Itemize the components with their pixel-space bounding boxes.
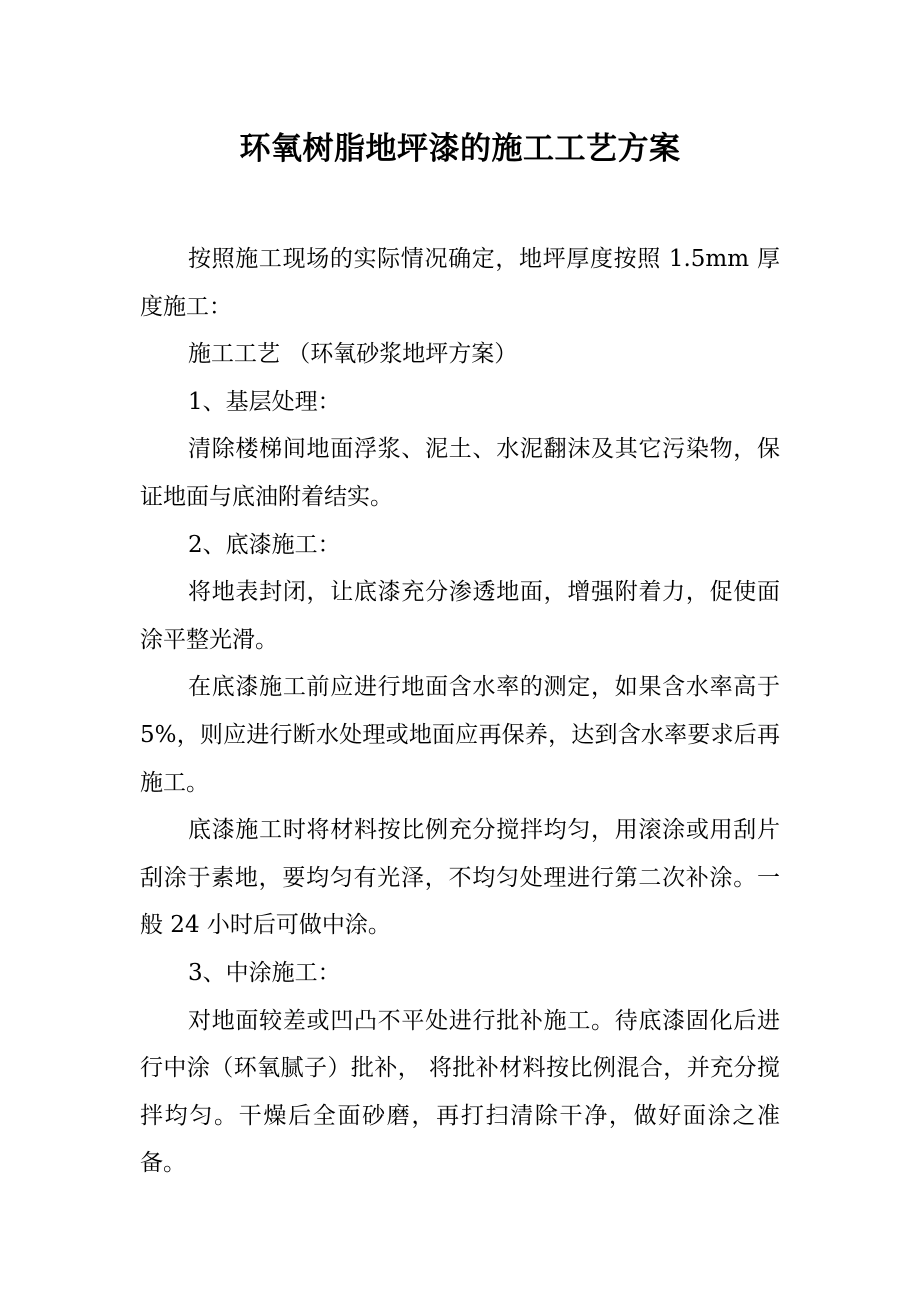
- paragraph-primer-purpose: 将地表封闭，让底漆充分渗透地面，增强附着力，促使面涂平整光滑。: [140, 579, 780, 653]
- paragraph-moisture-test: 在底漆施工前应进行地面含水率的测定，如果含水率高于 5%，则应进行断水处理或地面应再保养，达到含水率要求后再施工。: [140, 674, 780, 796]
- paragraph-process-heading: 施工工艺 （环氧砂浆地坪方案）: [188, 341, 518, 368]
- document-title: 环氧树脂地坪漆的施工工艺方案: [239, 131, 681, 167]
- paragraph-thickness: 按照施工现场的实际情况确定，地坪厚度按照 1.5mm 厚度施工：: [140, 246, 780, 320]
- paragraph-primer-application: 底漆施工时将材料按比例充分搅拌均匀，用滚涂或用刮片刮涂于素地，要均匀有光泽，不均匀处理进行第二次补涂。一般 24 小时后可做中涂。: [140, 817, 780, 939]
- paragraph-intermediate-coat: 对地面较差或凹凸不平处进行批补施工。待底漆固化后进行中涂（环氧腻子）批补， 将批补材料按比例混合，并充分搅拌均匀。干燥后全面砂磨，再打扫清除干净，做好面涂之准备。: [140, 1007, 780, 1177]
- paragraph-base-treatment: 清除楼梯间地面浮浆、泥土、水泥翻沫及其它污染物，保证地面与底油附着结实。: [140, 436, 780, 510]
- document-body: [140, 236, 780, 1188]
- section-heading-intermediate-coat: 3、中涂施工：: [188, 959, 341, 986]
- section-heading-base-treatment: 1、基层处理：: [188, 388, 341, 415]
- section-heading-primer: 2、底漆施工：: [188, 531, 341, 558]
